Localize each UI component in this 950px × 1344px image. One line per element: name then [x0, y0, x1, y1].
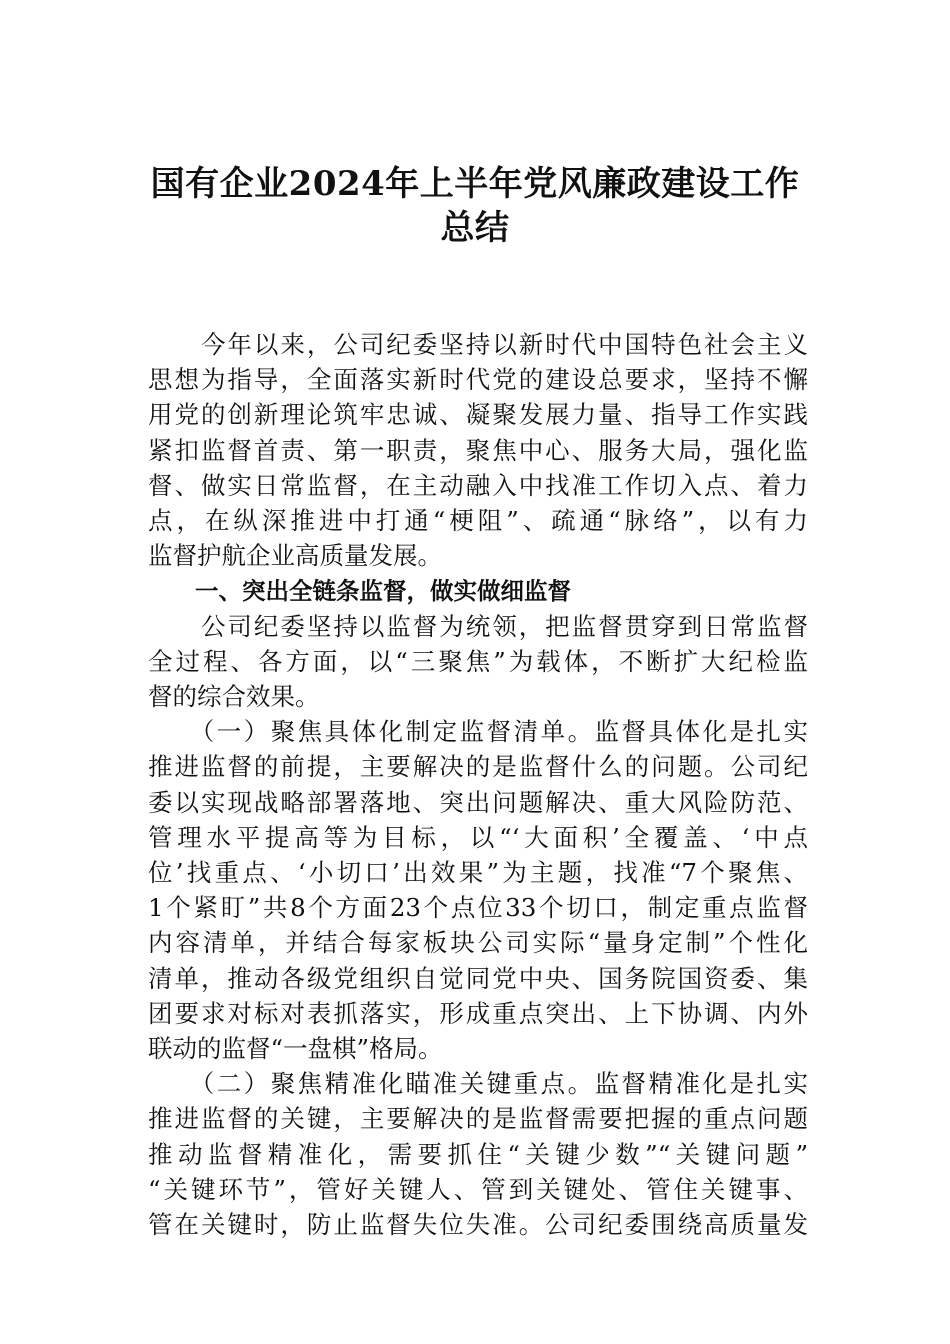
body-text-line: 联动的监督“一盘棋”格局。: [148, 1034, 443, 1063]
body-text-line: 委以实现战略部署落地、突出问题解决、重大风险防范、: [148, 787, 808, 817]
body-text-line: 用党的创新理论筑牢忠诚、凝聚发展力量、指导工作实践: [148, 400, 808, 430]
body-text-line: 紧扣监督首责、第一职责，聚焦中心、服务大局，强化监: [148, 435, 808, 465]
body-text-line: 全过程、各方面，以“三聚焦”为载体，不断扩大纪检监: [148, 646, 808, 676]
document-title-line-1: 国有企业2024年上半年党风廉政建设工作: [150, 164, 800, 204]
section-heading: 一、突出全链条监督，做实做细监督: [148, 577, 571, 606]
body-text-line: （二）聚焦精准化瞄准关键重点。监督精准化是扎实: [148, 1069, 808, 1099]
body-text-line: （一）聚焦具体化制定监督清单。监督具体化是扎实: [148, 717, 808, 747]
body-text-line: 推进监督的关键，主要解决的是监督需要把握的重点问题: [148, 1104, 808, 1134]
body-text-line: 清单，推动各级党组织自觉同党中央、国务院国资委、集: [148, 963, 808, 993]
body-text-line: 推进监督的前提，主要解决的是监督什么的问题。公司纪: [148, 752, 808, 782]
body-text-line: 督、做实日常监督，在主动融入中找准工作切入点、着力: [148, 470, 808, 500]
body-text-line: 内容清单，并结合每家板块公司实际“量身定制”个性化: [148, 928, 808, 958]
body-text-line: 思想为指导，全面落实新时代党的建设总要求，坚持不懈: [148, 365, 808, 395]
body-text-line: 督的综合效果。: [148, 682, 320, 711]
body-text-line: 团要求对标对表抓落实，形成重点突出、上下协调、内外: [148, 998, 808, 1028]
body-text-line: 1个紧盯”共8个方面23个点位33个切口，制定重点监督: [148, 893, 808, 923]
body-text-line: 公司纪委坚持以监督为统领，把监督贯穿到日常监督: [148, 611, 808, 641]
body-text-line: “关键环节”，管好关键人、管到关键处、管住关键事、: [148, 1174, 808, 1204]
body-text-line: 监督护航企业高质量发展。: [148, 541, 442, 571]
body-text-line: 点，在纵深推进中打通“梗阻”、疏通“脉络”，以有力: [148, 506, 808, 535]
body-text-line: 今年以来，公司纪委坚持以新时代中国特色社会主义: [148, 330, 808, 359]
body-text-line: 管在关键时，防止监督失位失准。公司纪委围绕高质量发: [148, 1210, 808, 1239]
document-title-line-2: 总结: [440, 208, 510, 248]
body-text-line: 位’找重点、‘小切口’出效果”为主题，找准“7个聚焦、: [148, 858, 808, 887]
body-text-line: 管理水平提高等为目标，以“‘大面积’全覆盖、‘中点: [148, 822, 808, 852]
body-text-line: 推动监督精准化，需要抓住“关键少数”“关键问题”: [148, 1139, 808, 1169]
